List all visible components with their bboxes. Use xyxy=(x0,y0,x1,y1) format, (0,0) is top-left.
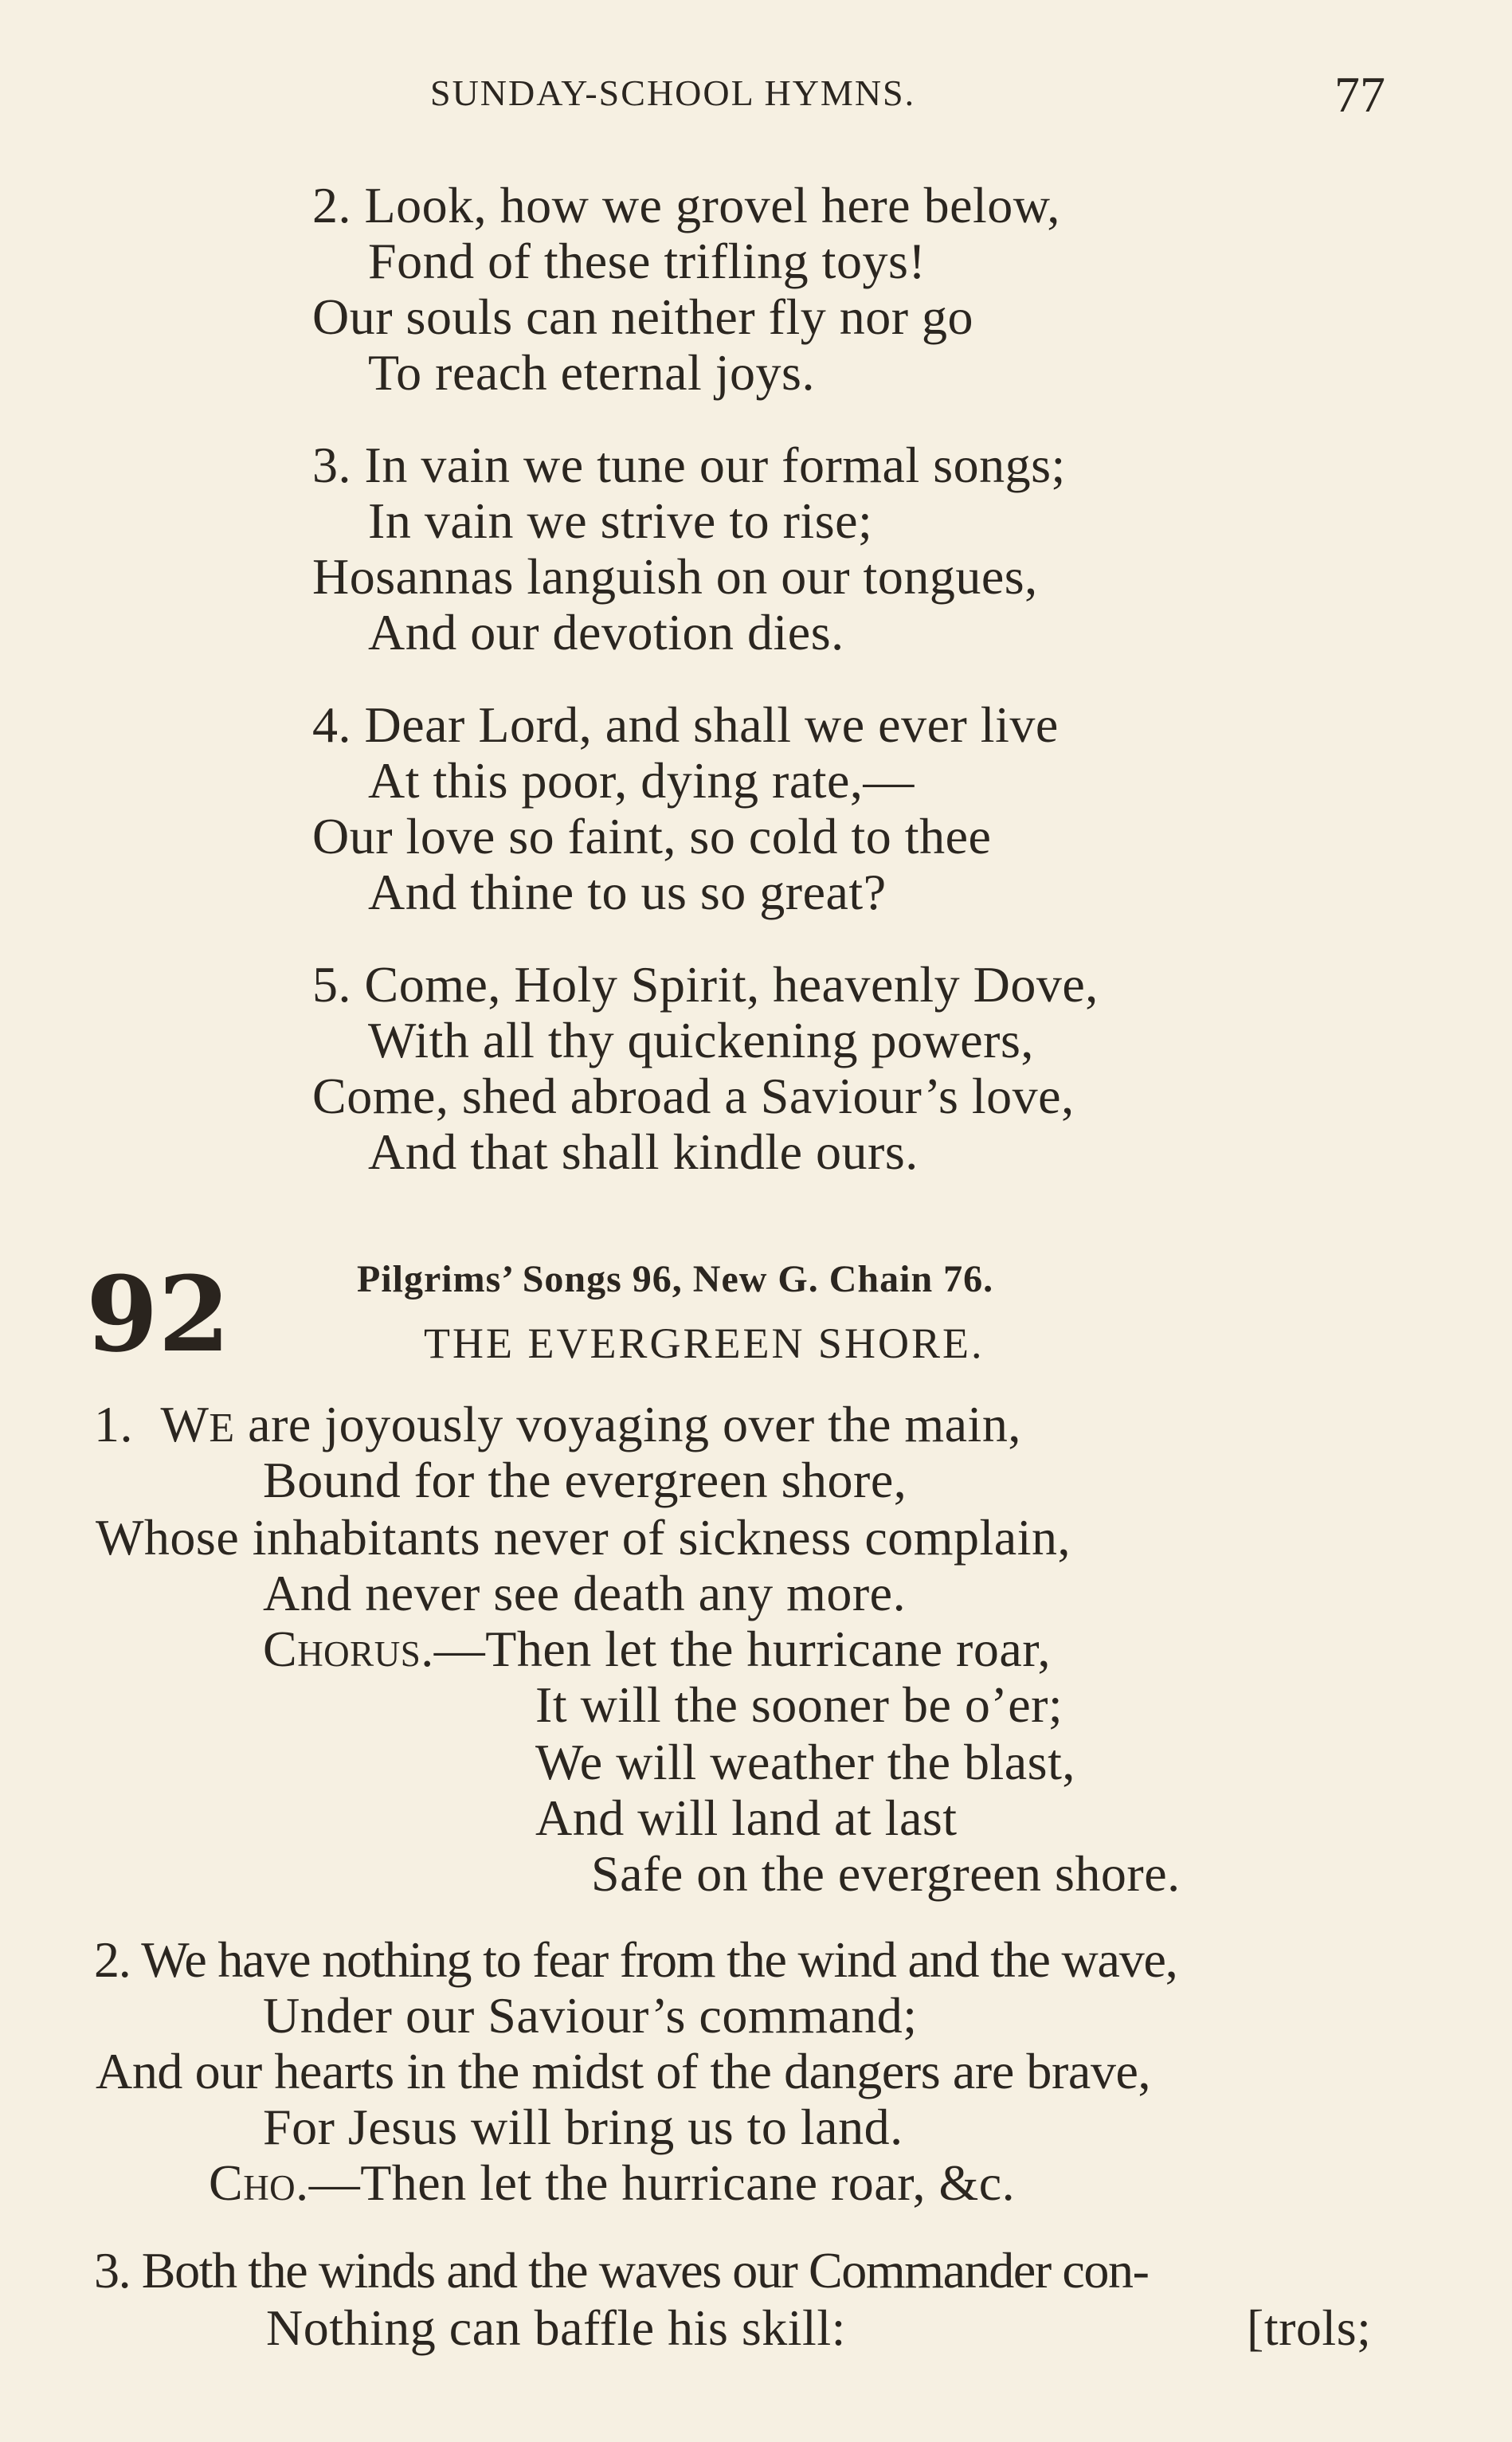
tune-reference: Pilgrims’ Songs 96, New G. Chain 76. xyxy=(357,1258,994,1300)
verse-line: And thine to us so great? xyxy=(368,864,887,920)
verse-line: Come, shed abroad a Saviour’s love, xyxy=(312,1068,1075,1124)
drop-initial: W xyxy=(160,1396,210,1452)
first-word-rest: E xyxy=(209,1405,235,1451)
verse-line: Our love so faint, so cold to thee xyxy=(312,808,992,864)
verse-line xyxy=(94,1396,1021,1457)
verse-line: And that shall kindle ours. xyxy=(368,1123,919,1180)
hymn-title: THE EVERGREEN SHORE. xyxy=(424,1319,985,1367)
verse-line: 2. We have nothing to fear from the wind and the wave, xyxy=(94,1931,1177,1988)
verse-line: [trols; xyxy=(1247,2299,1372,2356)
verse-line: 3. In vain we tune our formal songs; xyxy=(312,437,1066,493)
verse-line: Hosannas languish on our tongues, xyxy=(312,548,1038,605)
verse-line: It will the sooner be o’er; xyxy=(535,1676,1063,1733)
verse-line xyxy=(263,1621,1051,1678)
hymn-number: 92 xyxy=(86,1253,230,1375)
verse-line: Fond of these trifling toys! xyxy=(368,233,926,289)
stanza-number: 1. xyxy=(94,1396,133,1452)
verse-line: We will weather the blast, xyxy=(535,1734,1075,1790)
verse-line: 4. Dear Lord, and shall we ever live xyxy=(312,696,1059,753)
verse-line: Whose inhabitants never of sickness complain, xyxy=(96,1509,1071,1566)
verse-line: To reach eternal joys. xyxy=(368,344,815,401)
chorus-label: Chorus. xyxy=(263,1621,434,1677)
verse-line: Nothing can baffle his skill: xyxy=(266,2299,846,2356)
verse-line: Under our Saviour’s command; xyxy=(263,1987,918,2044)
verse-line: At this poor, dying rate,— xyxy=(368,752,915,809)
verse-line: In vain we strive to rise; xyxy=(368,492,873,549)
verse-line: Bound for the evergreen shore, xyxy=(263,1452,907,1508)
verse-line: For Jesus will bring us to land. xyxy=(263,2099,903,2155)
verse-line: 3. Both the winds and the waves our Commander con- xyxy=(94,2242,1149,2299)
running-header: SUNDAY-SCHOOL HYMNS. xyxy=(430,73,916,113)
verse-line: 2. Look, how we grovel here below, xyxy=(312,177,1060,233)
verse-line: And our hearts in the midst of the dangers are brave, xyxy=(96,2043,1151,2099)
page-number: 77 xyxy=(1334,66,1385,123)
verse-line xyxy=(209,2154,1015,2212)
verse-line: And our devotion dies. xyxy=(368,604,844,660)
verse-line: 5. Come, Holy Spirit, heavenly Dove, xyxy=(312,956,1099,1013)
verse-line: Our souls can neither fly nor go xyxy=(312,288,974,345)
chorus-first-line: —Then let the hurricane roar, xyxy=(433,1621,1051,1677)
verse-line: With all thy quickening powers, xyxy=(368,1012,1034,1068)
verse-line: Safe on the evergreen shore. xyxy=(591,1845,1181,1902)
first-line-rest: are joyously voyaging over the main, xyxy=(234,1396,1021,1452)
verse-line: And will land at last xyxy=(535,1789,958,1846)
chorus-label: Cho. xyxy=(209,2154,309,2211)
verse-line: And never see death any more. xyxy=(263,1565,907,1621)
chorus-ref: —Then let the hurricane roar, &c. xyxy=(308,2154,1016,2211)
